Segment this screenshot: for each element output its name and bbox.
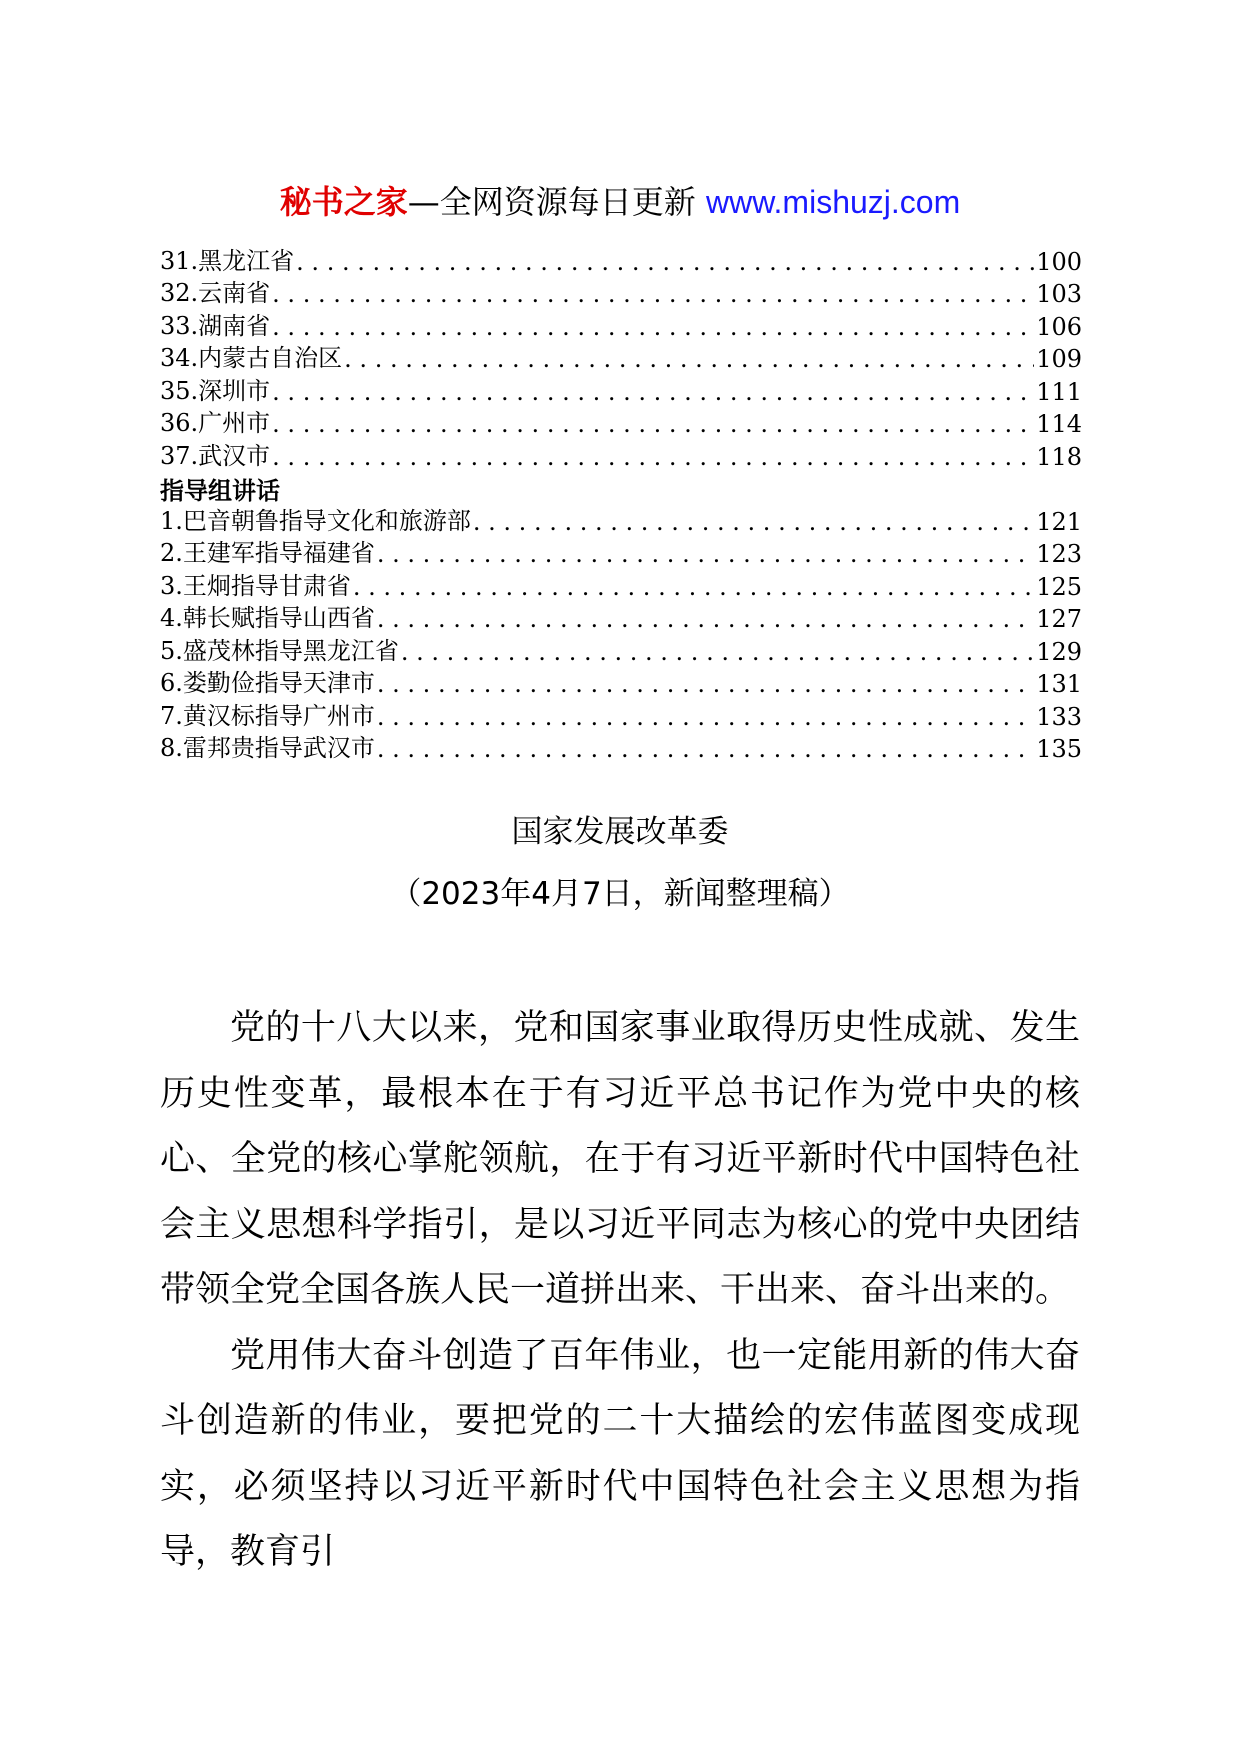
toc-entry-title: 32.云南省: [160, 279, 271, 307]
table-of-contents: [160, 243, 1082, 763]
toc-entry-page: 133: [1036, 702, 1082, 731]
site-url-link[interactable]: www.mishuzj.com: [705, 184, 961, 220]
toc-entry-title: 5.盛茂林指导黑龙江省: [160, 636, 399, 665]
toc-entry[interactable]: [160, 601, 1082, 634]
toc-entry[interactable]: [160, 568, 1082, 601]
toc-entry-page: 125: [1036, 572, 1082, 601]
toc-entry[interactable]: [160, 406, 1082, 439]
toc-entry-page: 127: [1036, 605, 1082, 633]
toc-entry[interactable]: [160, 698, 1082, 731]
toc-entry-title: 4.韩长赋指导山西省: [160, 604, 375, 632]
toc-entry-title: 6.娄勤俭指导天津市: [160, 669, 375, 697]
toc-entry-title: 8.雷邦贵指导武汉市: [160, 734, 375, 762]
toc-entry[interactable]: [160, 536, 1082, 569]
toc-entry-title: 37.武汉市: [160, 441, 271, 470]
toc-entry-page: 100: [1036, 247, 1082, 276]
toc-dot-leader: [272, 443, 1034, 471]
toc-entry-page: 129: [1036, 637, 1082, 666]
toc-entry-title: 35.深圳市: [160, 376, 271, 405]
toc-entry-page: 135: [1036, 735, 1082, 763]
toc-dot-leader: [353, 573, 1034, 601]
toc-entry-title: 3.王炯指导甘肃省: [160, 571, 351, 600]
toc-dot-leader: [377, 735, 1034, 763]
toc-dot-leader: [473, 508, 1034, 536]
toc-entry-title: 31.黑龙江省: [160, 246, 295, 275]
brand-name: 秘书之家: [279, 183, 408, 221]
toc-entry-page: 121: [1036, 507, 1082, 536]
toc-dot-leader: [344, 345, 1034, 373]
toc-dot-leader: [377, 540, 1034, 568]
toc-entry[interactable]: [160, 438, 1082, 471]
toc-entry[interactable]: [160, 276, 1082, 309]
toc-dot-leader: [377, 670, 1034, 698]
toc-dot-leader: [296, 248, 1034, 276]
toc-dot-leader: [377, 605, 1034, 633]
toc-entry-page: 103: [1036, 280, 1082, 308]
toc-dot-leader: [272, 280, 1034, 308]
toc-entry[interactable]: [160, 503, 1082, 536]
toc-entry-page: 114: [1036, 410, 1082, 438]
toc-entry-title: 7.黄汉标指导广州市: [160, 701, 375, 730]
toc-entry[interactable]: [160, 341, 1082, 374]
toc-entry-page: 131: [1036, 670, 1082, 698]
document-subtitle: （2023年4月7日，新闻整理稿）: [390, 876, 850, 912]
toc-dot-leader: [272, 378, 1034, 406]
toc-section-heading: 指导组讲话: [160, 476, 280, 505]
toc-dot-leader: [377, 703, 1034, 731]
toc-entry-title: 36.广州市: [160, 409, 271, 437]
body-paragraph: 党用伟大奋斗创造了百年伟业，也一定能用新的伟大奋斗创造新的伟业，要把党的二十大描绘的宏伟蓝图变成现实，必须坚持以习近平新时代中国特色社会主义思想为指导，教育引: [160, 1335, 1080, 1572]
toc-entry-page: 118: [1036, 442, 1082, 471]
toc-entry-title: 1.巴音朝鲁指导文化和旅游部: [160, 506, 471, 535]
toc-entry[interactable]: [160, 243, 1082, 276]
toc-entry-page: 106: [1036, 312, 1082, 341]
body-paragraph: 党的十八大以来，党和国家事业取得历史性成就、发生历史性变革，最根本在于有习近平总书记作为党中央的核心、全党的核心掌舵领航，在于有习近平新时代中国特色社会主义思想科学指引，是以习近平同志为核心的党中央团结带领全党全国各族人民一道拼出来、干出来、奋斗出来的。: [160, 1008, 1080, 1310]
document-title: 国家发展改革委: [511, 814, 729, 850]
header-slogan: —全网资源每日更新: [407, 183, 696, 221]
toc-entry[interactable]: [160, 633, 1082, 666]
toc-entry-title: 34.内蒙古自治区: [160, 344, 343, 372]
toc-entry[interactable]: [160, 666, 1082, 699]
toc-entry-page: 123: [1036, 540, 1082, 568]
toc-dot-leader: [401, 638, 1034, 666]
toc-entry-page: 111: [1036, 377, 1082, 406]
toc-entry[interactable]: [160, 308, 1082, 341]
document-body: [160, 996, 1080, 1586]
site-header: [0, 178, 1240, 226]
toc-entry[interactable]: [160, 731, 1082, 764]
toc-entry-title: 33.湖南省: [160, 311, 271, 340]
toc-entry-page: 109: [1036, 345, 1082, 373]
toc-entry-title: 2.王建军指导福建省: [160, 539, 375, 567]
toc-entry[interactable]: [160, 373, 1082, 406]
toc-dot-leader: [272, 410, 1034, 438]
toc-dot-leader: [272, 313, 1034, 341]
